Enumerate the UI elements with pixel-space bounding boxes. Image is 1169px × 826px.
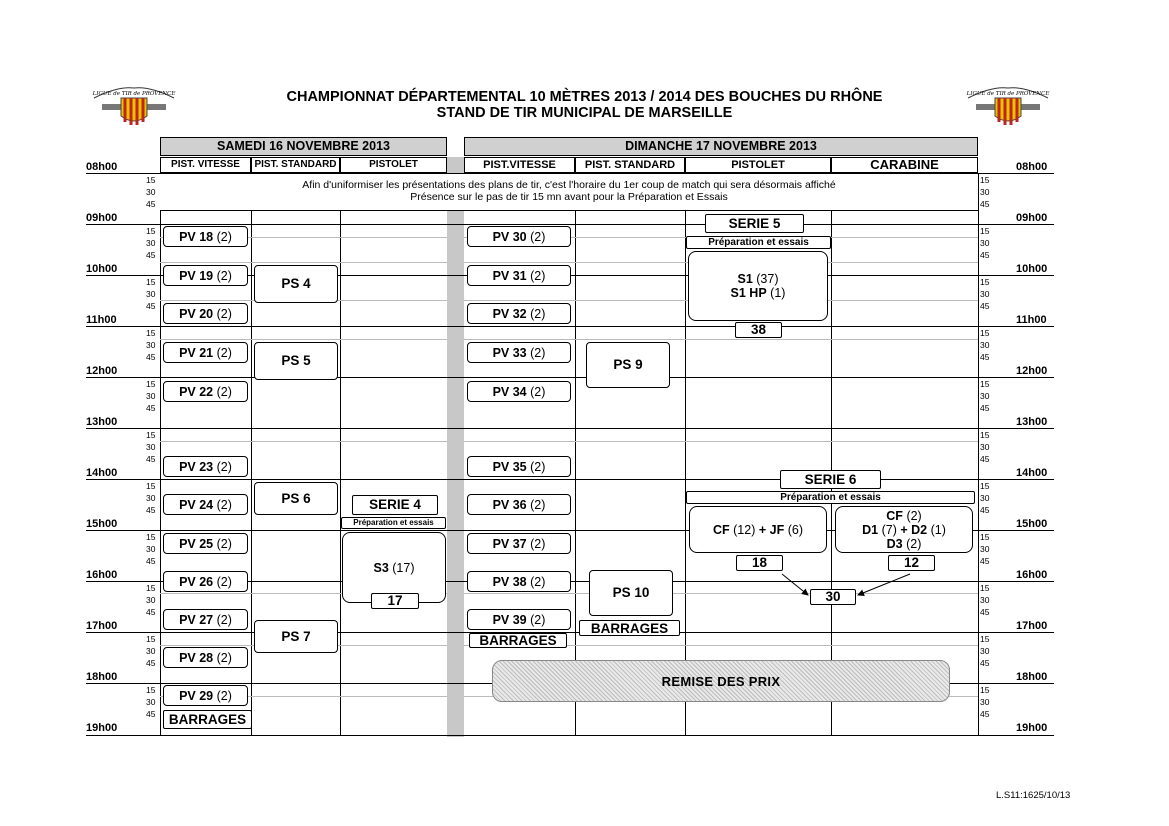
grid-line <box>685 210 686 736</box>
day-header-sunday: DIMANCHE 17 NOVEMBRE 2013 <box>464 137 978 156</box>
quarter-labels: 15 30 45 <box>146 430 156 464</box>
pv-slot[interactable]: PV 37 (2) <box>467 533 571 554</box>
pv-slot[interactable]: PV 30 (2) <box>467 226 571 247</box>
arrow-icon <box>858 574 910 595</box>
grid-line <box>978 173 979 736</box>
hour-label: 17h00 <box>1016 620 1048 632</box>
quarter-labels: 15 30 45 <box>146 379 156 413</box>
combined-total: 30 <box>810 589 856 605</box>
pv-slot[interactable]: PV 22 (2) <box>163 381 248 402</box>
grid-line <box>464 441 978 442</box>
grid-line <box>160 441 447 442</box>
hour-label: 19h00 <box>86 722 118 734</box>
hour-label: 14h00 <box>1016 467 1048 479</box>
quarter-labels: 15 30 45 <box>146 532 156 566</box>
carabine-session[interactable]: CF (2) D1 (7) + D2 (1) D3 (2) <box>835 506 973 553</box>
arrow-icon <box>782 574 808 595</box>
hour-label: 09h00 <box>1016 212 1048 224</box>
pv-slot[interactable]: PV 27 (2) <box>163 609 248 630</box>
notice-box <box>160 174 978 210</box>
pv-slot[interactable]: PV 19 (2) <box>163 265 248 286</box>
pv-slot[interactable]: PV 23 (2) <box>163 456 248 477</box>
footer-reference: L.S11:1625/10/13 <box>996 790 1071 801</box>
quarter-labels: 15 30 45 <box>980 481 990 515</box>
hour-line <box>86 735 1054 736</box>
quarter-labels: 15 30 45 <box>980 226 990 260</box>
pv-slot[interactable]: PV 33 (2) <box>467 342 571 363</box>
quarter-labels: 15 30 45 <box>980 379 990 413</box>
logo-text: LIGUE de TIR de PROVENCE <box>92 91 176 97</box>
pv-slot[interactable]: PV 26 (2) <box>163 571 248 592</box>
quarter-labels: 15 30 45 <box>980 532 990 566</box>
hour-label: 17h00 <box>86 620 118 632</box>
s3-total: 17 <box>371 593 419 609</box>
quarter-labels: 15 30 45 <box>146 481 156 515</box>
quarter-labels: 15 30 45 <box>146 583 156 617</box>
s1-session[interactable]: S1 (37) S1 HP (1) <box>688 251 828 321</box>
grid-line <box>575 210 576 736</box>
hour-label: 18h00 <box>1016 671 1048 683</box>
col-sun-vitesse: PIST.VITESSE <box>464 157 575 173</box>
hour-line <box>86 224 1054 225</box>
ps-slot[interactable]: PS 7 <box>254 620 338 653</box>
pv-slot[interactable]: PV 36 (2) <box>467 494 571 515</box>
col-sat-vitesse: PIST. VITESSE <box>160 157 251 173</box>
prep-essais-serie-6: Préparation et essais <box>686 491 975 504</box>
serie-6-label: SERIE 6 <box>780 470 881 489</box>
hour-line <box>86 479 1054 480</box>
col-sun-standard: PIST. STANDARD <box>575 157 685 173</box>
serie-5-label: SERIE 5 <box>705 214 804 233</box>
quarter-labels: 15 30 45 <box>146 634 156 668</box>
hour-label: 11h00 <box>1016 314 1047 326</box>
barrages-sat[interactable]: BARRAGES <box>163 710 252 729</box>
cf-jf-total: 18 <box>736 555 783 571</box>
hour-line <box>86 632 1054 633</box>
hour-label: 13h00 <box>1016 416 1048 428</box>
quarter-labels: 15 30 45 <box>146 175 156 209</box>
hour-label: 08h00 <box>1016 161 1048 173</box>
ps-slot[interactable]: PS 5 <box>254 342 338 380</box>
hour-label: 12h00 <box>86 365 118 377</box>
grid-line <box>160 262 447 263</box>
quarter-labels: 15 30 45 <box>980 328 990 362</box>
pv-slot[interactable]: PV 35 (2) <box>467 456 571 477</box>
notice-line: Afin d'uniformiser les présentations des plans de tir, c'est l'horaire du 1er coup de match qui sera désormais affiché <box>302 179 836 191</box>
barrages-ps-sun[interactable]: BARRAGES <box>579 620 680 636</box>
s1-total: 38 <box>735 322 782 338</box>
hour-label: 10h00 <box>1016 263 1048 275</box>
ps-slot[interactable]: PS 9 <box>586 342 670 388</box>
hour-label: 19h00 <box>1016 722 1048 734</box>
quarter-labels: 15 30 45 <box>980 583 990 617</box>
pv-slot[interactable]: PV 18 (2) <box>163 226 248 247</box>
quarter-labels: 15 30 45 <box>980 175 990 209</box>
hour-label: 15h00 <box>1016 518 1048 530</box>
barrages-sun[interactable]: BARRAGES <box>469 633 567 648</box>
cf-jf-session[interactable]: CF (12) + JF (6) <box>689 506 827 553</box>
hour-label: 13h00 <box>86 416 118 428</box>
pv-slot[interactable]: PV 20 (2) <box>163 303 248 324</box>
grid-line <box>160 173 161 736</box>
quarter-labels: 15 30 45 <box>146 685 156 719</box>
hour-label: 16h00 <box>1016 569 1048 581</box>
logo-text: LIGUE de TIR de PROVENCE <box>966 91 1050 97</box>
page-subtitle: STAND DE TIR MUNICIPAL DE MARSEILLE <box>436 105 733 121</box>
hour-line <box>86 428 1054 429</box>
grid-line <box>464 339 978 340</box>
grid-line <box>340 210 341 736</box>
s3-session[interactable]: S3 (17) <box>342 532 446 603</box>
hour-label: 16h00 <box>86 569 118 581</box>
col-sat-standard: PIST. STANDARD <box>251 157 340 173</box>
quarter-labels: 15 30 45 <box>146 226 156 260</box>
pv-slot[interactable]: PV 38 (2) <box>467 571 571 592</box>
col-sat-pistolet: PISTOLET <box>340 157 447 173</box>
col-sun-pistolet: PISTOLET <box>685 157 831 173</box>
quarter-labels: 15 30 45 <box>980 430 990 464</box>
quarter-labels: 15 30 45 <box>980 277 990 311</box>
remise-label: REMISE DES PRIX <box>661 673 781 689</box>
quarter-labels: 15 30 45 <box>980 685 990 719</box>
pv-slot[interactable]: PV 28 (2) <box>163 647 248 668</box>
pv-slot[interactable]: PV 39 (2) <box>467 609 571 630</box>
ps-slot[interactable]: PS 10 <box>589 570 673 616</box>
grid-line <box>160 210 978 211</box>
hour-label: 10h00 <box>86 263 118 275</box>
quarter-labels: 15 30 45 <box>980 634 990 668</box>
pv-slot[interactable]: PV 31 (2) <box>467 265 571 286</box>
hour-label: 15h00 <box>86 518 118 530</box>
quarter-labels: 15 30 45 <box>146 328 156 362</box>
hour-label: 18h00 <box>86 671 118 683</box>
page-title: CHAMPIONNAT DÉPARTEMENTAL 10 MÈTRES 2013 / 2014 DES BOUCHES DU RHÔNE <box>286 89 883 105</box>
carabine-total: 12 <box>888 555 935 571</box>
pv-slot[interactable]: PV 34 (2) <box>467 381 571 402</box>
grid-line <box>160 339 447 340</box>
hour-line <box>86 377 1054 378</box>
day-separator <box>447 157 464 737</box>
ps-slot[interactable]: PS 6 <box>254 482 338 515</box>
pv-slot[interactable]: PV 21 (2) <box>163 342 248 363</box>
prep-essais-sun-pistolet: Préparation et essais <box>686 236 831 249</box>
serie-4-label: SERIE 4 <box>352 495 438 515</box>
col-sun-carabine: CARABINE <box>831 157 978 173</box>
grid-line <box>251 210 252 736</box>
pv-slot[interactable]: PV 24 (2) <box>163 494 248 515</box>
ps-slot[interactable]: PS 4 <box>254 265 338 303</box>
hour-label: 14h00 <box>86 467 118 479</box>
pv-slot[interactable]: PV 29 (2) <box>163 685 248 706</box>
hour-label: 11h00 <box>86 314 117 326</box>
pv-slot[interactable]: PV 25 (2) <box>163 533 248 554</box>
hour-label: 08h00 <box>86 161 118 173</box>
pv-slot[interactable]: PV 32 (2) <box>467 303 571 324</box>
prep-essais-sat: Préparation et essais <box>341 517 446 529</box>
remise-des-prix[interactable] <box>492 660 950 702</box>
notice-line: Présence sur le pas de tir 15 mn avant pour la Préparation et Essais <box>410 191 728 203</box>
quarter-labels: 15 30 45 <box>146 277 156 311</box>
hour-label: 12h00 <box>1016 365 1048 377</box>
day-header-saturday: SAMEDI 16 NOVEMBRE 2013 <box>160 137 447 156</box>
hour-line <box>86 326 1054 327</box>
hour-label: 09h00 <box>86 212 118 224</box>
